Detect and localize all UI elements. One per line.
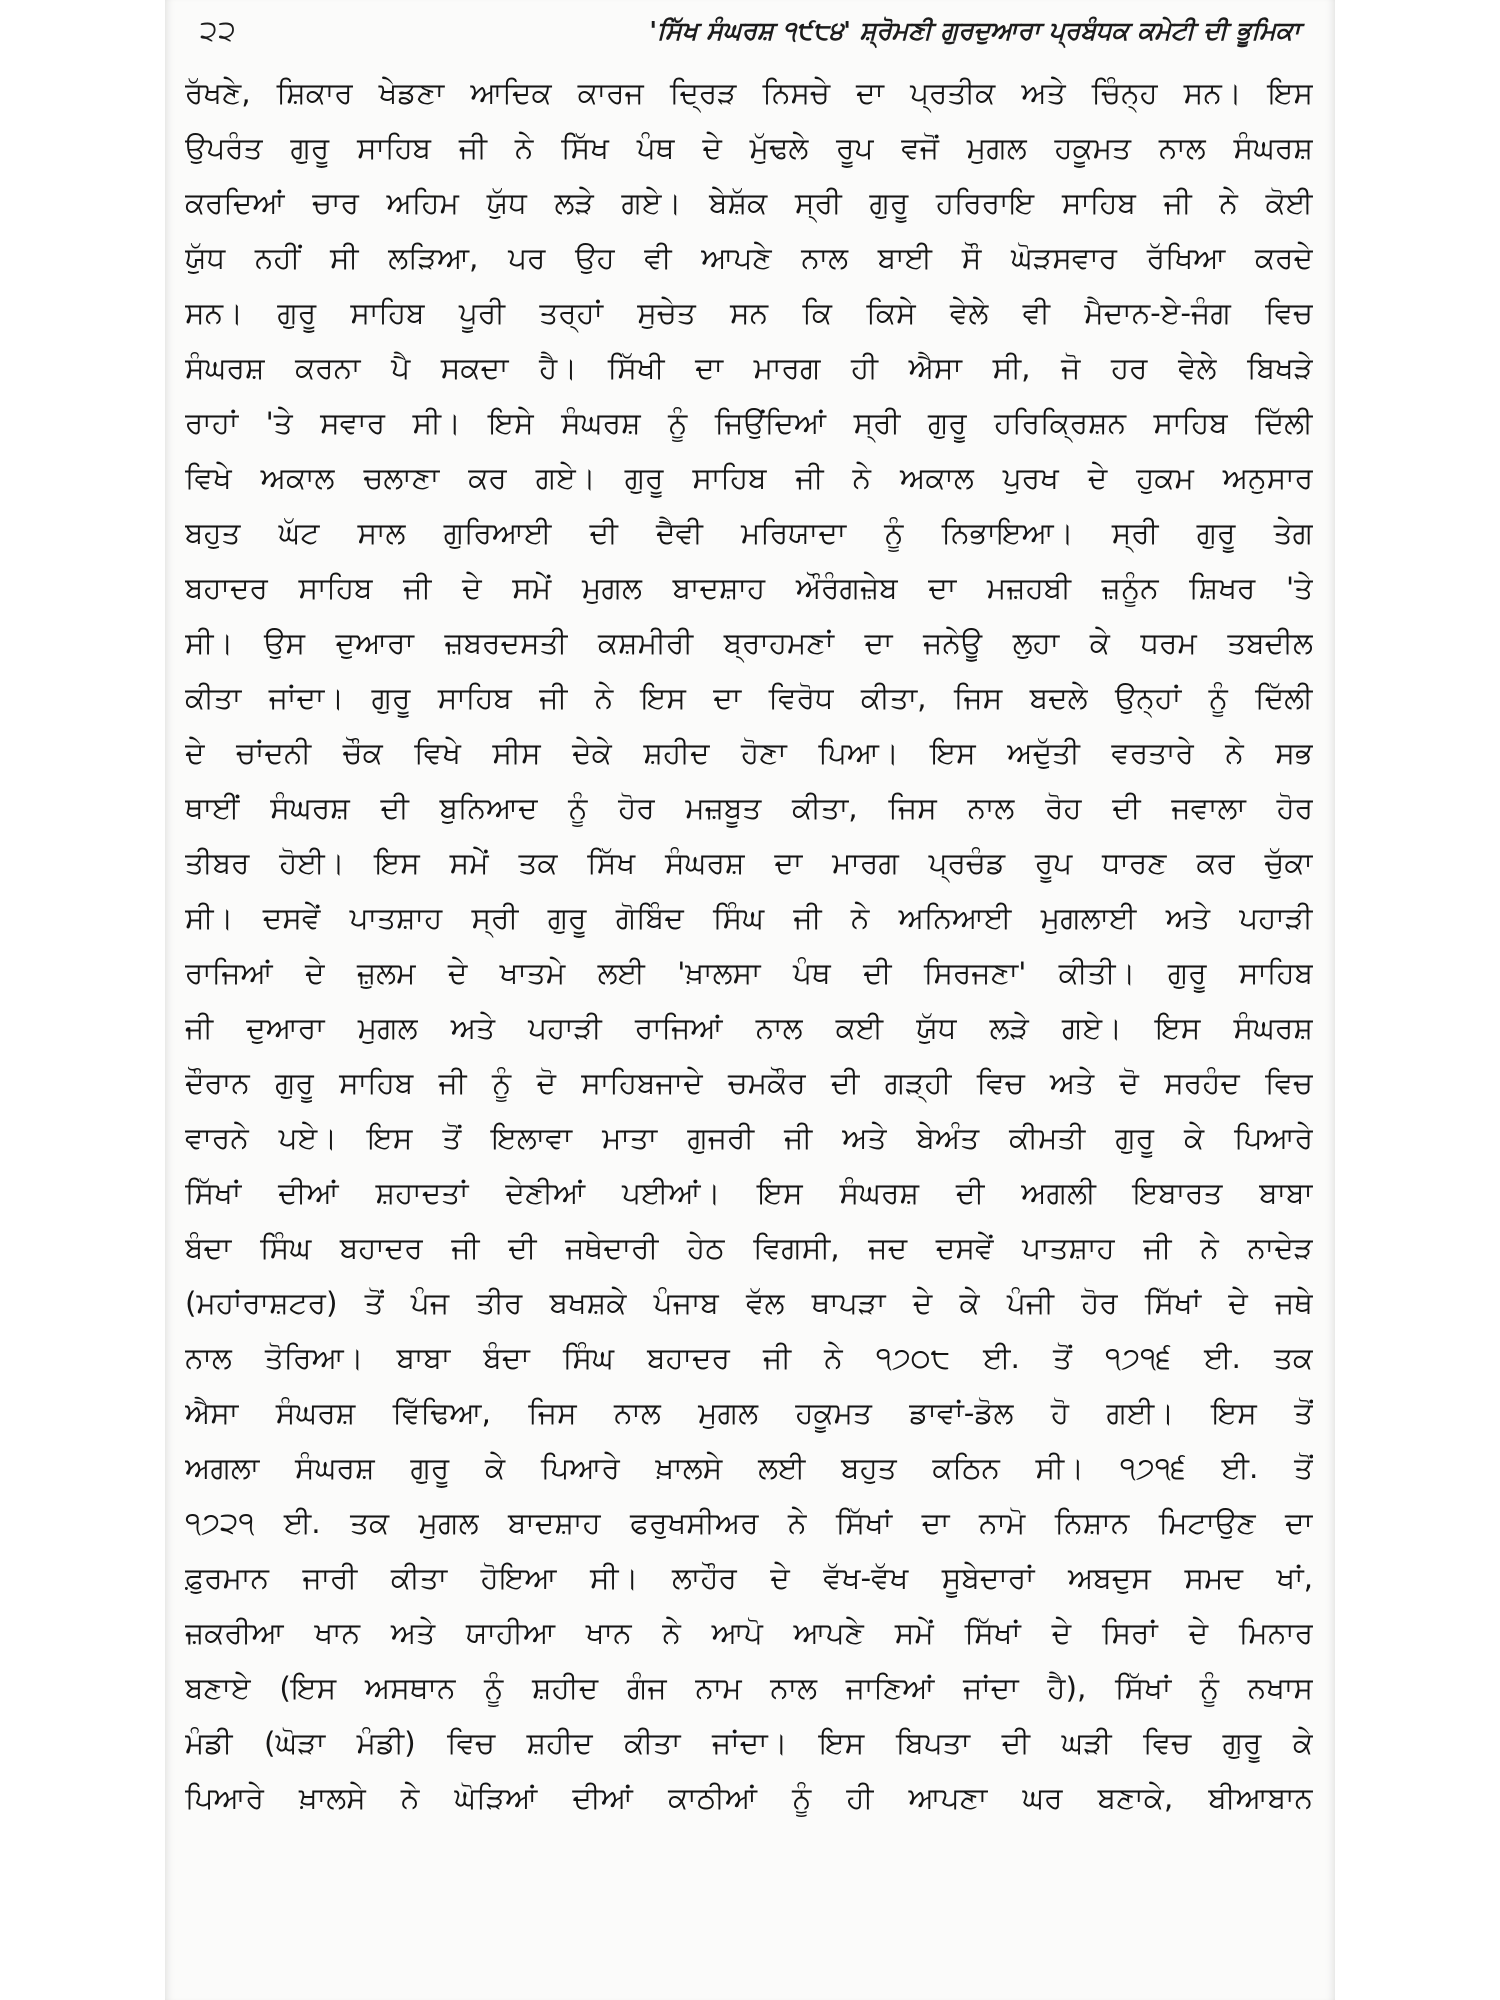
text-line: ਦੌਰਾਨ ਗੁਰੂ ਸਾਹਿਬ ਜੀ ਨੂੰ ਦੋ ਸਾਹਿਬਜਾਦੇ ਚਮਕੌਰ ਦੀ ਗੜ੍ਹੀ ਵਿਚ ਅਤੇ ਦੋ ਸਰਹੰਦ ਵਿਚ	[185, 1066, 1313, 1100]
text-line: ਫ਼ੁਰਮਾਨ ਜਾਰੀ ਕੀਤਾ ਹੋਇਆ ਸੀ। ਲਾਹੌਰ ਦੇ ਵੱਖ-ਵੱਖ ਸੂਬੇਦਾਰਾਂ ਅਬਦੁਸ ਸਮਦ ਖਾਂ,	[185, 1561, 1313, 1595]
text-line: ਰਾਹਾਂ 'ਤੇ ਸਵਾਰ ਸੀ। ਇਸੇ ਸੰਘਰਸ਼ ਨੂੰ ਜਿਉਂਦਿਆਂ ਸ੍ਰੀ ਗੁਰੂ ਹਰਿਕ੍ਰਿਸ਼ਨ ਸਾਹਿਬ ਦਿੱਲੀ	[185, 406, 1313, 440]
page-header	[200, 14, 1300, 54]
text-line: (ਮਹਾਂਰਾਸ਼ਟਰ) ਤੋਂ ਪੰਜ ਤੀਰ ਬਖਸ਼ਕੇ ਪੰਜਾਬ ਵੱਲ ਥਾਪੜਾ ਦੇ ਕੇ ਪੰਜੀ ਹੋਰ ਸਿੱਖਾਂ ਦੇ ਜਥੇ	[185, 1286, 1313, 1320]
text-line: ੧੭੨੧ ਈ. ਤਕ ਮੁਗਲ ਬਾਦਸ਼ਾਹ ਫਰੁਖਸੀਅਰ ਨੇ ਸਿੱਖਾਂ ਦਾ ਨਾਮੋ ਨਿਸ਼ਾਨ ਮਿਟਾਉਣ ਦਾ	[185, 1506, 1313, 1540]
text-line: ਪਿਆਰੇ ਖ਼ਾਲਸੇ ਨੇ ਘੋੜਿਆਂ ਦੀਆਂ ਕਾਠੀਆਂ ਨੂੰ ਹੀ ਆਪਣਾ ਘਰ ਬਣਾਕੇ, ਬੀਆਬਾਨ	[185, 1781, 1313, 1815]
text-line: ਕੀਤਾ ਜਾਂਦਾ। ਗੁਰੂ ਸਾਹਿਬ ਜੀ ਨੇ ਇਸ ਦਾ ਵਿਰੋਧ ਕੀਤਾ, ਜਿਸ ਬਦਲੇ ਉਨ੍ਹਾਂ ਨੂੰ ਦਿੱਲੀ	[185, 681, 1313, 715]
text-line: ਰਾਜਿਆਂ ਦੇ ਜ਼ੁਲਮ ਦੇ ਖਾਤਮੇ ਲਈ 'ਖ਼ਾਲਸਾ ਪੰਥ ਦੀ ਸਿਰਜਣਾ' ਕੀਤੀ। ਗੁਰੂ ਸਾਹਿਬ	[185, 956, 1313, 990]
text-line: ਨਾਲ ਤੋਰਿਆ। ਬਾਬਾ ਬੰਦਾ ਸਿੰਘ ਬਹਾਦਰ ਜੀ ਨੇ ੧੭੦੮ ਈ. ਤੋਂ ੧੭੧੬ ਈ. ਤਕ	[185, 1341, 1313, 1375]
text-line: ਸੰਘਰਸ਼ ਕਰਨਾ ਪੈ ਸਕਦਾ ਹੈ। ਸਿੱਖੀ ਦਾ ਮਾਰਗ ਹੀ ਐਸਾ ਸੀ, ਜੋ ਹਰ ਵੇਲੇ ਬਿਖੜੇ	[185, 351, 1313, 385]
text-line: ਕਰਦਿਆਂ ਚਾਰ ਅਹਿਮ ਯੁੱਧ ਲੜੇ ਗਏ। ਬੇਸ਼ੱਕ ਸ੍ਰੀ ਗੁਰੂ ਹਰਿਰਾਇ ਸਾਹਿਬ ਜੀ ਨੇ ਕੋਈ	[185, 186, 1313, 220]
text-line: ਬਹਾਦਰ ਸਾਹਿਬ ਜੀ ਦੇ ਸਮੇਂ ਮੁਗਲ ਬਾਦਸ਼ਾਹ ਔਰੰਗਜ਼ੇਬ ਦਾ ਮਜ਼ਹਬੀ ਜ਼ਨੂੰਨ ਸ਼ਿਖਰ 'ਤੇ	[185, 571, 1313, 605]
text-line: ਵਿਖੇ ਅਕਾਲ ਚਲਾਣਾ ਕਰ ਗਏ। ਗੁਰੂ ਸਾਹਿਬ ਜੀ ਨੇ ਅਕਾਲ ਪੁਰਖ ਦੇ ਹੁਕਮ ਅਨੁਸਾਰ	[185, 461, 1313, 495]
text-line: ਸੀ। ਉਸ ਦੁਆਰਾ ਜ਼ਬਰਦਸਤੀ ਕਸ਼ਮੀਰੀ ਬ੍ਰਾਹਮਣਾਂ ਦਾ ਜਨੇਊ ਲੁਹਾ ਕੇ ਧਰਮ ਤਬਦੀਲ	[185, 626, 1313, 660]
text-line: ਯੁੱਧ ਨਹੀਂ ਸੀ ਲੜਿਆ, ਪਰ ਉਹ ਵੀ ਆਪਣੇ ਨਾਲ ਬਾਈ ਸੌ ਘੋੜਸਵਾਰ ਰੱਖਿਆ ਕਰਦੇ	[185, 241, 1313, 275]
text-line: ਐਸਾ ਸੰਘਰਸ਼ ਵਿੱਢਿਆ, ਜਿਸ ਨਾਲ ਮੁਗਲ ਹਕੂਮਤ ਡਾਵਾਂ-ਡੋਲ ਹੋ ਗਈ। ਇਸ ਤੋਂ	[185, 1396, 1313, 1430]
text-line: ਦੇ ਚਾਂਦਨੀ ਚੌਕ ਵਿਖੇ ਸੀਸ ਦੇਕੇ ਸ਼ਹੀਦ ਹੋਣਾ ਪਿਆ। ਇਸ ਅਦੁੱਤੀ ਵਰਤਾਰੇ ਨੇ ਸਭ	[185, 736, 1313, 770]
text-line: ਬੰਦਾ ਸਿੰਘ ਬਹਾਦਰ ਜੀ ਦੀ ਜਥੇਦਾਰੀ ਹੇਠ ਵਿਗਸੀ, ਜਦ ਦਸਵੇਂ ਪਾਤਸ਼ਾਹ ਜੀ ਨੇ ਨਾਦੇੜ	[185, 1231, 1313, 1265]
text-line: ਬਣਾਏ (ਇਸ ਅਸਥਾਨ ਨੂੰ ਸ਼ਹੀਦ ਗੰਜ ਨਾਮ ਨਾਲ ਜਾਣਿਆਂ ਜਾਂਦਾ ਹੈ), ਸਿੱਖਾਂ ਨੂੰ ਨਖਾਸ	[185, 1671, 1313, 1705]
running-title: 'ਸਿੱਖ ਸੰਘਰਸ਼ ੧੯੮੪' ਸ਼੍ਰੋਮਣੀ ਗੁਰਦੁਆਰਾ ਪ੍ਰਬੰਧਕ ਕਮੇਟੀ ਦੀ ਭੂਮਿਕਾ	[649, 16, 1300, 45]
body-text	[185, 66, 1313, 1826]
text-line: ਸਿੱਖਾਂ ਦੀਆਂ ਸ਼ਹਾਦਤਾਂ ਦੇਣੀਆਂ ਪਈਆਂ। ਇਸ ਸੰਘਰਸ਼ ਦੀ ਅਗਲੀ ਇਬਾਰਤ ਬਾਬਾ	[185, 1176, 1313, 1210]
text-line: ਮੰਡੀ (ਘੋੜਾ ਮੰਡੀ) ਵਿਚ ਸ਼ਹੀਦ ਕੀਤਾ ਜਾਂਦਾ। ਇਸ ਬਿਪਤਾ ਦੀ ਘੜੀ ਵਿਚ ਗੁਰੂ ਕੇ	[185, 1726, 1313, 1760]
text-line: ਜ਼ਕਰੀਆ ਖਾਨ ਅਤੇ ਯਾਹੀਆ ਖਾਨ ਨੇ ਆਪੋ ਆਪਣੇ ਸਮੇਂ ਸਿੱਖਾਂ ਦੇ ਸਿਰਾਂ ਦੇ ਮਿਨਾਰ	[185, 1616, 1313, 1650]
text-line: ਰੱਖਣੇ, ਸ਼ਿਕਾਰ ਖੇਡਣਾ ਆਦਿਕ ਕਾਰਜ ਦ੍ਰਿੜ ਨਿਸਚੇ ਦਾ ਪ੍ਰਤੀਕ ਅਤੇ ਚਿੰਨ੍ਹ ਸਨ। ਇਸ	[185, 76, 1313, 110]
book-page	[165, 0, 1335, 2000]
text-line: ਸੀ। ਦਸਵੇਂ ਪਾਤਸ਼ਾਹ ਸ੍ਰੀ ਗੁਰੂ ਗੋਬਿੰਦ ਸਿੰਘ ਜੀ ਨੇ ਅਨਿਆਈ ਮੁਗਲਾਈ ਅਤੇ ਪਹਾੜੀ	[185, 901, 1313, 935]
page-number: ੨੨	[200, 14, 237, 47]
text-line: ਤੀਬਰ ਹੋਈ। ਇਸ ਸਮੇਂ ਤਕ ਸਿੱਖ ਸੰਘਰਸ਼ ਦਾ ਮਾਰਗ ਪ੍ਰਚੰਡ ਰੂਪ ਧਾਰਣ ਕਰ ਚੁੱਕਾ	[185, 846, 1313, 880]
text-line: ਥਾਈਂ ਸੰਘਰਸ਼ ਦੀ ਬੁਨਿਆਦ ਨੂੰ ਹੋਰ ਮਜ਼ਬੂਤ ਕੀਤਾ, ਜਿਸ ਨਾਲ ਰੋਹ ਦੀ ਜਵਾਲਾ ਹੋਰ	[185, 791, 1313, 825]
text-line: ਬਹੁਤ ਘੱਟ ਸਾਲ ਗੁਰਿਆਈ ਦੀ ਦੈਵੀ ਮਰਿਯਾਦਾ ਨੂੰ ਨਿਭਾਇਆ। ਸ੍ਰੀ ਗੁਰੂ ਤੇਗ	[185, 516, 1313, 550]
text-line: ਵਾਰਨੇ ਪਏ। ਇਸ ਤੋਂ ਇਲਾਵਾ ਮਾਤਾ ਗੁਜਰੀ ਜੀ ਅਤੇ ਬੇਅੰਤ ਕੀਮਤੀ ਗੁਰੂ ਕੇ ਪਿਆਰੇ	[185, 1121, 1313, 1155]
text-line: ਜੀ ਦੁਆਰਾ ਮੁਗਲ ਅਤੇ ਪਹਾੜੀ ਰਾਜਿਆਂ ਨਾਲ ਕਈ ਯੁੱਧ ਲੜੇ ਗਏ। ਇਸ ਸੰਘਰਸ਼	[185, 1011, 1313, 1045]
text-line: ਸਨ। ਗੁਰੂ ਸਾਹਿਬ ਪੂਰੀ ਤਰ੍ਹਾਂ ਸੁਚੇਤ ਸਨ ਕਿ ਕਿਸੇ ਵੇਲੇ ਵੀ ਮੈਦਾਨ-ਏ-ਜੰਗ ਵਿਚ	[185, 296, 1313, 330]
text-line: ਉਪਰੰਤ ਗੁਰੂ ਸਾਹਿਬ ਜੀ ਨੇ ਸਿੱਖ ਪੰਥ ਦੇ ਮੁੱਢਲੇ ਰੂਪ ਵਜੋਂ ਮੁਗਲ ਹਕੂਮਤ ਨਾਲ ਸੰਘਰਸ਼	[185, 131, 1313, 165]
text-line: ਅਗਲਾ ਸੰਘਰਸ਼ ਗੁਰੂ ਕੇ ਪਿਆਰੇ ਖ਼ਾਲਸੇ ਲਈ ਬਹੁਤ ਕਠਿਨ ਸੀ। ੧੭੧੬ ਈ. ਤੋਂ	[185, 1451, 1313, 1485]
